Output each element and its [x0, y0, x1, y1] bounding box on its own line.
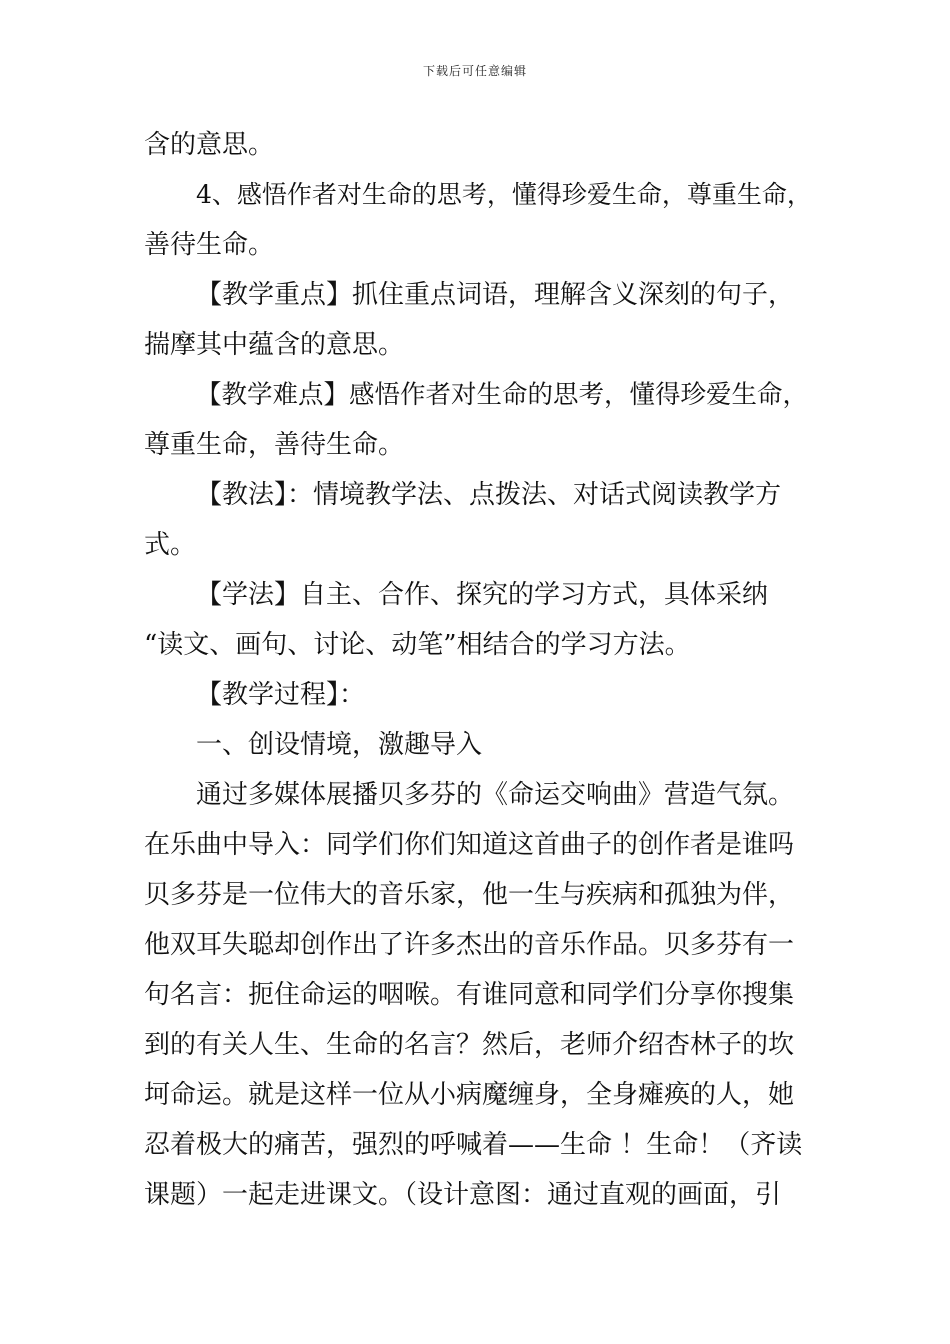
text-line: 【学法】自主、合作、探究的学习方式，具体采纳: [196, 580, 769, 610]
text-line: 一、创设情境，激趣导入: [196, 730, 483, 760]
text-line: 【教法】：情境教学法、点拨法、对话式阅读教学方: [196, 480, 782, 510]
text-line: 句名言：扼住命运的咽喉。有谁同意和同学们分享你搜集: [144, 980, 795, 1010]
text-line: 尊重生命，善待生命。: [144, 430, 405, 460]
text-line: “读文、画句、讨论、动笔”相结合的学习方法。: [144, 630, 691, 660]
text-line: 【教学重点】抓住重点词语，理解含义深刻的句子，: [196, 280, 795, 310]
text-line: 含的意思。: [144, 130, 275, 160]
text-line: 忍着极大的痛苦，强烈的呼喊着——生命 ！生命！（齐读: [144, 1130, 803, 1160]
text-line: 贝多芬是一位伟大的音乐家，他一生与疾病和孤独为伴，: [144, 880, 795, 910]
text-line: 揣摩其中蕴含的意思。: [144, 330, 405, 360]
text-line: 式。: [144, 530, 197, 560]
document-body: [144, 120, 816, 1220]
text-line: 他双耳失聪却创作出了许多杰出的音乐作品。贝多芬有一: [144, 930, 795, 960]
text-line: 坷命运。就是这样一位从小病魔缠身，全身瘫痪的人，她: [144, 1080, 795, 1110]
page-header: 下载后可任意编辑: [422, 64, 527, 78]
text-line: 善待生命。: [144, 230, 275, 260]
text-line: 到的有关人生、生命的名言？然后，老师介绍杏林子的坎: [144, 1030, 795, 1060]
text-line: 课题）一起走进课文。（设计意图：通过直观的画面，引: [144, 1180, 782, 1210]
text-line: 4、感悟作者对生命的思考，懂得珍爱生命，尊重生命，: [196, 180, 812, 209]
text-line: 通过多媒体展播贝多芬的《命运交响曲》营造气氛。: [196, 780, 795, 810]
text-line: 【教学难点】感悟作者对生命的思考，懂得珍爱生命，: [196, 380, 809, 410]
text-line: 在乐曲中导入：同学们你们知道这首曲子的创作者是谁吗: [144, 830, 795, 860]
text-line: 【教学过程】：: [196, 680, 366, 710]
